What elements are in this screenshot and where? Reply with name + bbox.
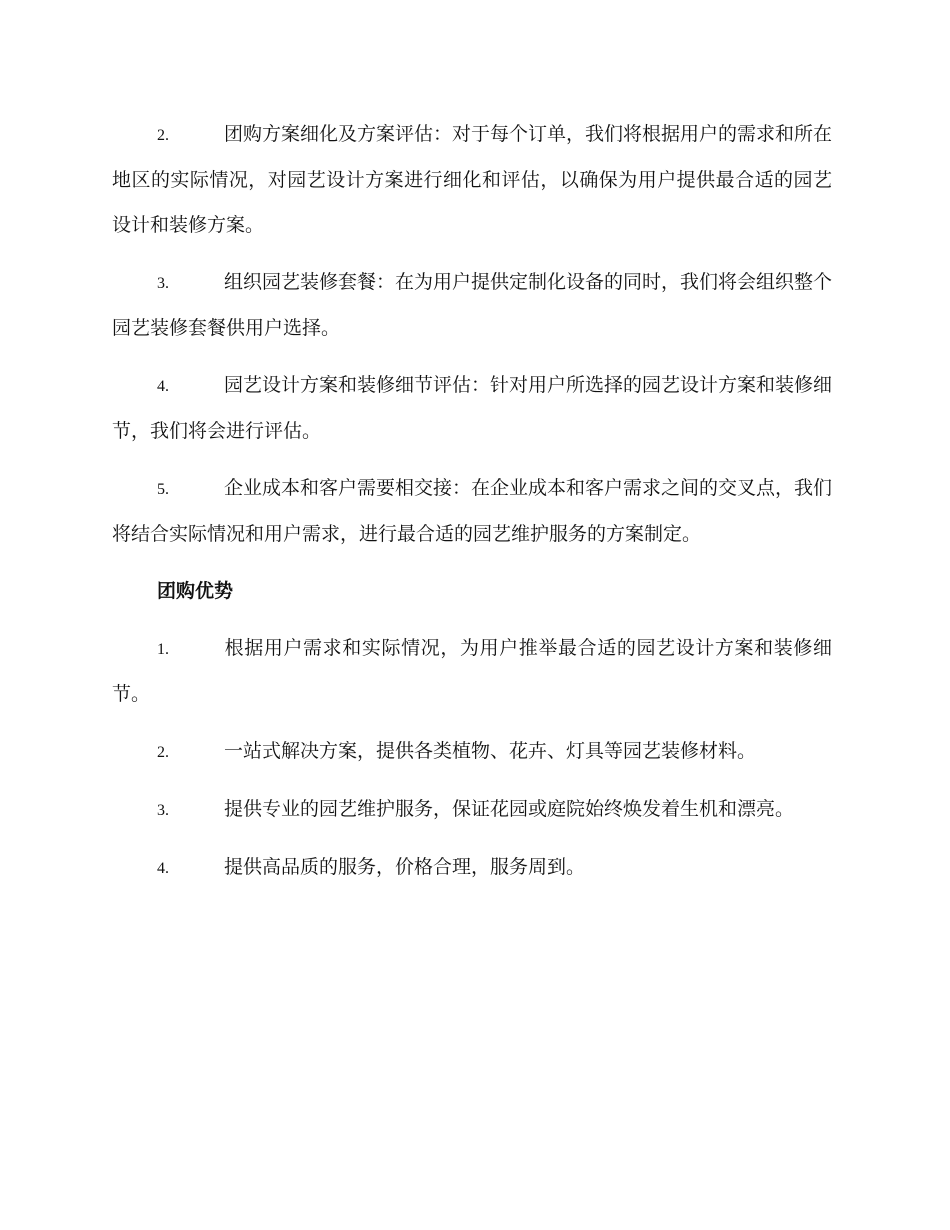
list-number: 1. — [157, 641, 169, 658]
list-number: 3. — [157, 802, 169, 819]
list-item — [112, 626, 832, 717]
list-number: 4. — [157, 860, 169, 877]
list-item-text: 提供高品质的服务，价格合理，服务周到。 — [224, 856, 586, 878]
list-item — [112, 112, 832, 248]
list-number: 5. — [157, 481, 169, 498]
list-item-text: 一站式解决方案，提供各类植物、花卉、灯具等园艺装修材料。 — [224, 740, 757, 762]
list-item-text: 团购方案细化及方案评估：对于每个订单，我们将根据用户的需求和所在地区的实际情况，对园艺设计方案进行细化和评估，以确保为用户提供最合适的园艺设计和装修方案。 — [112, 123, 833, 236]
list-item — [112, 466, 832, 557]
list-item-text: 园艺设计方案和装修细节评估：针对用户所选择的园艺设计方案和装修细节，我们将会进行评估。 — [112, 374, 833, 442]
list-item — [112, 845, 832, 891]
list-item-text: 企业成本和客户需要相交接：在企业成本和客户需求之间的交叉点，我们将结合实际情况和用户需求，进行最合适的园艺维护服务的方案制定。 — [112, 477, 833, 545]
list-item-text: 组织园艺装修套餐：在为用户提供定制化设备的同时，我们将会组织整个园艺装修套餐供用户选择。 — [112, 271, 833, 339]
list-number: 3. — [157, 275, 169, 292]
list-number: 2. — [157, 744, 169, 761]
list-number: 4. — [157, 378, 169, 395]
section-heading: 团购优势 — [157, 580, 234, 602]
list-item-text: 根据用户需求和实际情况，为用户推举最合适的园艺设计方案和装修细节。 — [112, 637, 832, 705]
document-page — [112, 112, 832, 903]
list-item — [112, 787, 832, 833]
list-item — [112, 260, 832, 351]
list-item — [112, 363, 832, 454]
list-item — [112, 729, 832, 775]
list-number: 2. — [157, 127, 169, 144]
list-item-text: 提供专业的园艺维护服务，保证花园或庭院始终焕发着生机和漂亮。 — [224, 798, 795, 820]
